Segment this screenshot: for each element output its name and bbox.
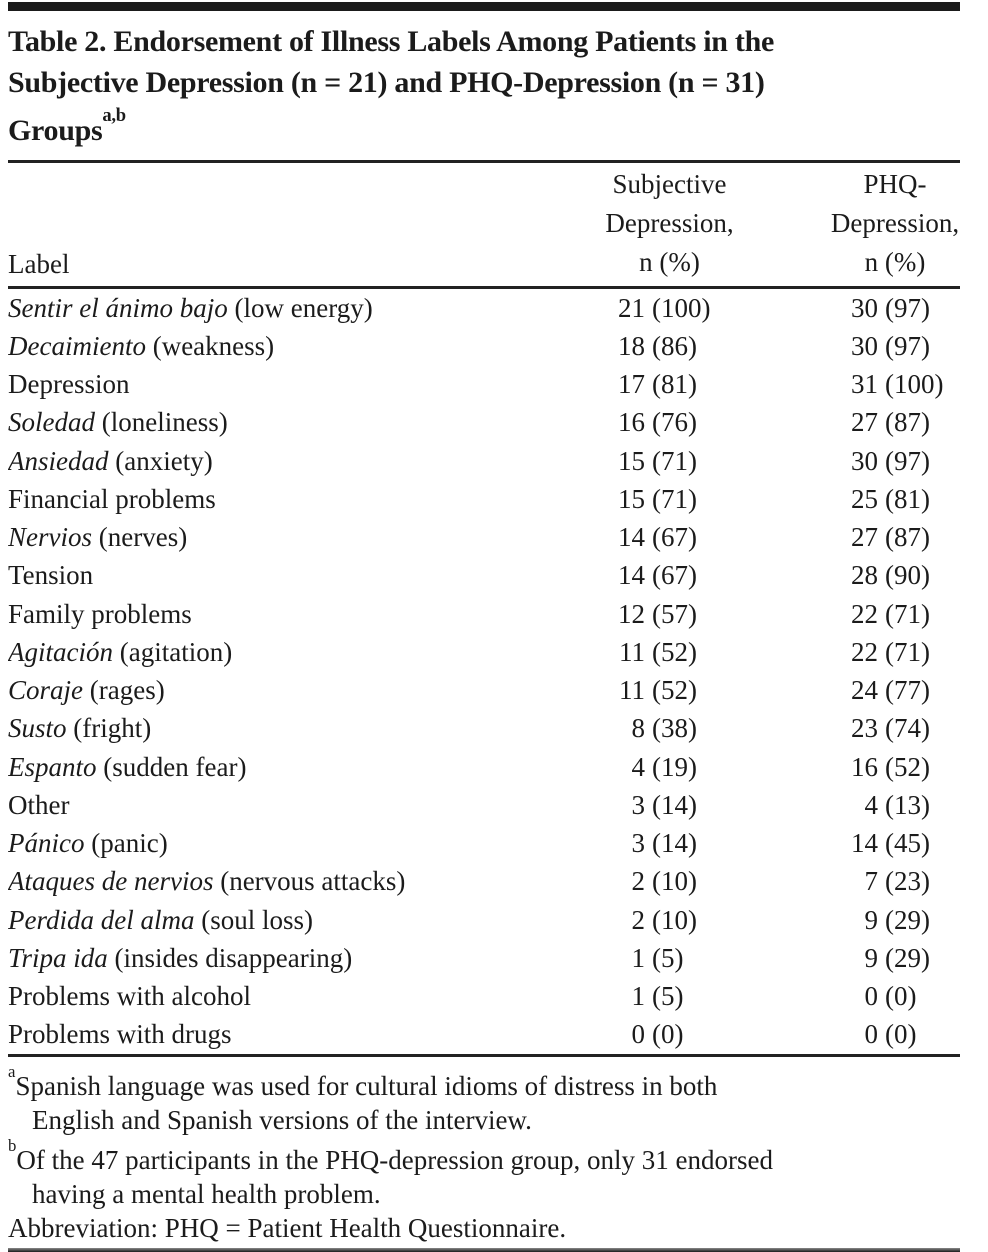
footnote-b-line2: having a mental health problem. (32, 1179, 381, 1209)
label-translation-text: (loneliness) (95, 407, 228, 438)
table-row (8, 404, 960, 442)
column-header-label: Label (8, 249, 70, 279)
label-translation-text: Other (8, 789, 70, 820)
footnote-a-marker: a (8, 1062, 16, 1082)
subjective-count-cell: 1 (631, 942, 645, 973)
label-cell (8, 560, 597, 591)
label-translation-text: (nervous attacks) (213, 866, 406, 897)
subjective-percent-cell: (52) (652, 636, 697, 667)
table-row (8, 901, 960, 939)
phq-count-cell: 9 (864, 904, 878, 935)
label-translation-text: (weakness) (145, 330, 275, 361)
phq-count-cell: 0 (864, 1019, 878, 1050)
subjective-percent-cell: (100) (652, 292, 711, 323)
phq-count-cell: 30 (851, 330, 878, 361)
subjective-count-cell: 8 (631, 713, 645, 744)
label-idiom-text: Soledad (8, 407, 95, 438)
subjective-percent-cell: (71) (652, 483, 697, 514)
footnote-a-line1 (8, 1063, 960, 1103)
subjective-count-cell: 0 (631, 1019, 645, 1050)
table-title (8, 21, 960, 151)
subjective-count-cell: 3 (631, 789, 645, 820)
label-translation-text: Problems with alcohol (8, 981, 251, 1012)
table-row (8, 672, 960, 710)
subjective-percent-cell: (19) (652, 751, 697, 782)
subjective-count-cell: 2 (631, 866, 645, 897)
phq-count-cell: 22 (851, 598, 878, 629)
phq-count-cell: 23 (851, 713, 878, 744)
subjective-percent-cell: (57) (652, 598, 697, 629)
phq-percent-cell: (97) (885, 330, 930, 361)
footnote-a-text: Spanish language was used for cultural idioms of distress in both (15, 1071, 718, 1101)
phq-percent-cell: (97) (885, 445, 930, 476)
column-header-phq-line: n (%) (864, 247, 926, 277)
label-translation-text: (fright) (66, 713, 152, 744)
subjective-percent-cell: (76) (652, 407, 697, 438)
column-header-phq (830, 165, 960, 282)
label-translation-text: (insides disappearing) (107, 942, 353, 973)
table-row (8, 710, 960, 748)
phq-percent-cell: (87) (885, 407, 930, 438)
table-row (8, 480, 960, 518)
label-translation-text: Problems with drugs (8, 1019, 232, 1050)
footnote-a-line2: English and Spanish versions of the interview. (32, 1105, 532, 1135)
label-translation-text: Depression (8, 369, 130, 400)
label-cell (8, 369, 597, 400)
label-cell (8, 407, 597, 438)
label-cell (8, 446, 597, 477)
phq-percent-cell: (87) (885, 522, 930, 553)
table-row (8, 748, 960, 786)
phq-count-cell: 28 (851, 560, 878, 591)
subjective-count-cell: 11 (619, 675, 645, 706)
table-row (8, 366, 960, 404)
table-row (8, 633, 960, 671)
phq-percent-cell: (13) (885, 789, 930, 820)
label-translation-text: (panic) (84, 828, 168, 859)
footnote-b-line1 (8, 1137, 960, 1177)
table-row (8, 1016, 960, 1054)
subjective-percent-cell: (38) (652, 713, 697, 744)
table-row (8, 557, 960, 595)
label-translation-text: (nerves) (92, 522, 188, 553)
table-row (8, 863, 960, 901)
label-idiom-text: Ansiedad (8, 445, 109, 476)
subjective-count-cell: 14 (618, 560, 645, 591)
table-title-line (8, 103, 960, 151)
label-translation-text: (sudden fear) (96, 751, 247, 782)
label-cell (8, 293, 597, 324)
column-header-phq-line: PHQ- (863, 169, 927, 199)
label-cell (8, 484, 597, 515)
column-header-subjective-line: n (%) (639, 247, 700, 277)
phq-percent-cell: (77) (885, 675, 930, 706)
label-cell (8, 943, 597, 974)
subjective-percent-cell: (0) (652, 1019, 684, 1050)
label-cell (8, 522, 597, 553)
subjective-percent-cell: (10) (652, 866, 697, 897)
label-idiom-text: Agitación (8, 636, 113, 667)
phq-count-cell: 30 (851, 292, 878, 323)
footnote-b-text: Of the 47 participants in the PHQ-depression group, only 31 endorsed (16, 1145, 773, 1175)
subjective-percent-cell: (81) (652, 369, 697, 400)
label-cell (8, 905, 597, 936)
phq-count-cell: 24 (851, 675, 878, 706)
table-body (8, 289, 960, 1054)
label-translation-text: (soul loss) (194, 904, 313, 935)
subjective-percent-cell: (67) (652, 522, 697, 553)
label-idiom-text: Pánico (8, 828, 85, 859)
label-translation-text: Financial problems (8, 483, 216, 514)
phq-percent-cell: (23) (885, 866, 930, 897)
footnote-a (8, 1063, 960, 1137)
phq-count-cell: 22 (851, 636, 878, 667)
phq-percent-cell: (29) (885, 942, 930, 973)
label-cell (8, 599, 597, 630)
label-idiom-text: Tripa ida (8, 942, 108, 973)
abbreviation-note: Abbreviation: PHQ = Patient Health Questionnaire. (8, 1213, 567, 1243)
table-row (8, 825, 960, 863)
label-idiom-text: Decaimiento (8, 330, 146, 361)
phq-percent-cell: (81) (885, 483, 930, 514)
phq-count-cell: 30 (851, 445, 878, 476)
subjective-count-cell: 17 (618, 369, 645, 400)
label-cell (8, 675, 597, 706)
subjective-percent-cell: (14) (652, 789, 697, 820)
phq-percent-cell: (45) (885, 828, 930, 859)
phq-percent-cell: (71) (885, 598, 930, 629)
subjective-percent-cell: (86) (652, 330, 697, 361)
label-cell (8, 331, 597, 362)
label-cell (8, 790, 597, 821)
table-row (8, 978, 960, 1016)
subjective-count-cell: 11 (619, 636, 645, 667)
phq-percent-cell: (90) (885, 560, 930, 591)
subjective-count-cell: 3 (631, 828, 645, 859)
subjective-percent-cell: (10) (652, 904, 697, 935)
label-cell (8, 1019, 597, 1050)
subjective-percent-cell: (71) (652, 445, 697, 476)
table-row (8, 939, 960, 977)
label-cell (8, 752, 597, 783)
label-cell (8, 866, 597, 897)
label-translation-text: (low energy) (227, 292, 373, 323)
subjective-count-cell: 21 (618, 292, 645, 323)
subjective-percent-cell: (14) (652, 828, 697, 859)
column-header-subjective-line: Depression, (605, 208, 734, 238)
subjective-percent-cell: (5) (652, 981, 684, 1012)
table-title-line: Subjective Depression (n = 21) and PHQ-Depression (n = 31) (8, 66, 765, 99)
label-idiom-text: Ataques de nervios (8, 866, 214, 897)
phq-percent-cell: (52) (885, 751, 930, 782)
subjective-count-cell: 4 (631, 751, 645, 782)
phq-percent-cell: (29) (885, 904, 930, 935)
phq-count-cell: 14 (851, 828, 878, 859)
table-row (8, 595, 960, 633)
phq-count-cell: 27 (851, 522, 878, 553)
phq-percent-cell: (74) (885, 713, 930, 744)
label-translation-text: Family problems (8, 598, 192, 629)
phq-percent-cell: (0) (885, 981, 917, 1012)
label-idiom-text: Sentir el ánimo bajo (8, 292, 228, 323)
label-translation-text: (anxiety) (108, 445, 213, 476)
column-header-subjective (597, 165, 742, 282)
phq-count-cell: 0 (864, 981, 878, 1012)
phq-count-cell: 9 (864, 942, 878, 973)
label-idiom-text: Coraje (8, 675, 84, 706)
subjective-count-cell: 16 (618, 407, 645, 438)
title-footnote-marker: a,b (102, 104, 126, 126)
phq-count-cell: 4 (864, 789, 878, 820)
phq-percent-cell: (71) (885, 636, 930, 667)
label-idiom-text: Nervios (8, 522, 92, 553)
subjective-count-cell: 1 (631, 981, 645, 1012)
phq-count-cell: 25 (851, 483, 878, 514)
top-rule-bar (8, 2, 960, 11)
table-header (8, 163, 960, 286)
label-idiom-text: Perdida del alma (8, 904, 195, 935)
table-row (8, 442, 960, 480)
phq-count-cell: 27 (851, 407, 878, 438)
table-row (8, 519, 960, 557)
label-translation-text: (agitation) (112, 636, 233, 667)
footnotes (8, 1057, 960, 1245)
table-row (8, 327, 960, 365)
table-row (8, 786, 960, 824)
phq-count-cell: 16 (851, 751, 878, 782)
label-cell (8, 828, 597, 859)
subjective-percent-cell: (52) (652, 675, 697, 706)
table-title-line-text: Groups (8, 114, 103, 147)
phq-count-cell: 7 (864, 866, 878, 897)
column-header-phq-line: Depression, (830, 208, 960, 238)
phq-percent-cell: (100) (885, 369, 944, 400)
table-title-line: Table 2. Endorsement of Illness Labels Among Patients in the (8, 25, 774, 58)
table-figure (0, 2, 988, 1252)
subjective-count-cell: 2 (631, 904, 645, 935)
phq-percent-cell: (97) (885, 292, 930, 323)
footnote-b-marker: b (8, 1136, 17, 1156)
label-translation-text: Tension (8, 560, 94, 591)
footnote-b (8, 1137, 960, 1211)
bottom-rule-bar (8, 1248, 960, 1252)
phq-count-cell: 31 (851, 369, 878, 400)
label-cell (8, 637, 597, 668)
subjective-percent-cell: (67) (652, 560, 697, 591)
subjective-count-cell: 14 (618, 522, 645, 553)
subjective-count-cell: 12 (618, 598, 645, 629)
label-cell (8, 981, 597, 1012)
column-header-subjective-line: Subjective (612, 169, 727, 199)
label-translation-text: (rages) (83, 675, 165, 706)
subjective-count-cell: 15 (618, 445, 645, 476)
label-idiom-text: Susto (8, 713, 67, 744)
phq-percent-cell: (0) (885, 1019, 917, 1050)
label-idiom-text: Espanto (8, 751, 97, 782)
label-cell (8, 713, 597, 744)
subjective-count-cell: 15 (618, 483, 645, 514)
table-row (8, 289, 960, 327)
subjective-percent-cell: (5) (652, 942, 684, 973)
subjective-count-cell: 18 (618, 330, 645, 361)
